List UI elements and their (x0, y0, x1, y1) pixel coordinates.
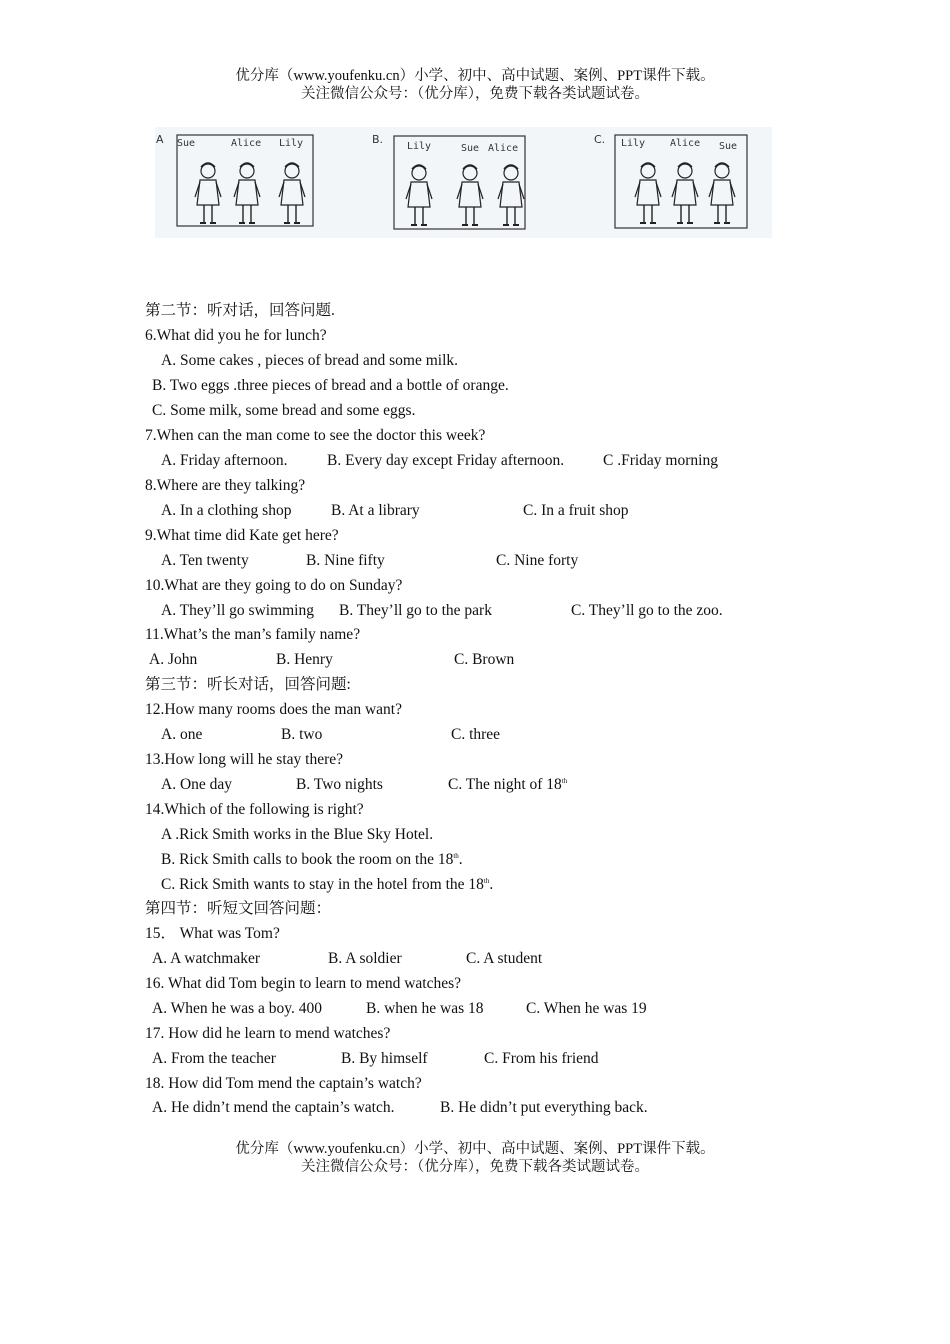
q8-option-b: B. At a library (331, 502, 420, 519)
q14-option-c-text: C. Rick Smith wants to stay in the hotel from the 18 (161, 876, 484, 893)
section-2-title: 第二节：听对话，回答问题. (145, 302, 335, 319)
q13-option-b: B. Two nights (296, 776, 383, 793)
panel-c-name-2: Alice (670, 138, 701, 149)
q11-question: 11.What’s the man’s family name? (145, 626, 361, 643)
q17-option-c: C. From his friend (484, 1050, 599, 1067)
q10-option-a: A. They’ll go swimming (161, 602, 314, 619)
q14-question: 14.Which of the following is right? (145, 801, 364, 818)
q11-option-b: B. Henry (276, 651, 333, 668)
q15-option-b: B. A soldier (328, 950, 402, 967)
panel-a-name-3: Lily (279, 138, 304, 149)
q13-option-a: A. One day (161, 776, 233, 793)
q7-option-b: B. Every day except Friday afternoon. (327, 452, 565, 469)
q17-question: 17. How did he learn to mend watches? (145, 1025, 391, 1042)
q14-option-b-end: . (458, 851, 463, 868)
panel-b-name-3: Alice (488, 143, 519, 154)
q14-option-c-suffix: th (483, 877, 490, 885)
q6-option-b: B. Two eggs .three pieces of bread and a bottle of orange. (152, 377, 509, 394)
q15-text: What was Tom? (179, 925, 280, 942)
q10-options (0, 599, 950, 623)
panel-c-letter: C. (594, 133, 606, 146)
q13-question: 13.How long will he stay there? (145, 751, 344, 768)
q18-options (0, 1096, 950, 1120)
q12-question: 12.How many rooms does the man want? (145, 701, 402, 718)
panel-a-name-2: Alice (231, 138, 262, 149)
q11-options (0, 648, 950, 672)
q7-option-c: C .Friday morning (603, 452, 718, 469)
header-line-2: 关注微信公众号：（优分库），免费下载各类试题试卷。 (301, 86, 649, 102)
q12-option-a: A. one (161, 726, 203, 743)
q15-option-c: C. A student (466, 950, 543, 967)
section-4-title: 第四节：听短文回答问题： (145, 900, 332, 917)
q6-option-a: A. Some cakes , pieces of bread and some milk. (161, 352, 458, 369)
panel-c-name-3: Sue (719, 141, 738, 152)
panel-c (594, 133, 747, 228)
q8-options (0, 499, 950, 523)
panel-a-name-1: Sue (177, 138, 196, 149)
q16-option-a: A. When he was a boy. 400 (152, 1000, 323, 1017)
footer-line-1: 优分库（www.youfenku.cn）小学、初中、高中试题、案例、PPT课件下载。 (235, 1141, 715, 1157)
q10-question: 10.What are they going to do on Sunday? (145, 577, 403, 594)
q6-option-c: C. Some milk, some bread and some eggs. (152, 402, 416, 419)
panel-b-name-2: Sue (461, 143, 480, 154)
q13-options (0, 773, 950, 797)
q9-options (0, 549, 950, 573)
q14-option-c (161, 873, 493, 897)
q15-options (0, 947, 950, 971)
q14-option-c-end: . (489, 876, 494, 893)
picture-options-drawing (155, 127, 772, 238)
q16-question: 16. What did Tom begin to learn to mend watches? (145, 975, 462, 992)
q7-question: 7.When can the man come to see the doctor this week? (145, 427, 486, 444)
q11-option-c: C. Brown (454, 651, 515, 668)
picture-options (155, 127, 772, 238)
q8-option-a: A. In a clothing shop (161, 502, 292, 519)
q9-option-a: A. Ten twenty (161, 552, 249, 569)
section-3-title: 第三节：听长对话，回答问题: (145, 676, 351, 693)
footer-line-2: 关注微信公众号：（优分库），免费下载各类试题试卷。 (301, 1159, 649, 1175)
q16-options (0, 997, 950, 1021)
page-footer (0, 1140, 950, 1176)
q9-option-b: B. Nine fifty (306, 552, 385, 569)
q9-option-c: C. Nine forty (496, 552, 579, 569)
q14-option-a: A .Rick Smith works in the Blue Sky Hotel. (161, 826, 434, 843)
q15-number: 15． (145, 925, 177, 942)
q16-option-c: C. When he was 19 (526, 1000, 647, 1017)
q16-option-b: B. when he was 18 (366, 1000, 484, 1017)
q18-option-b: B. He didn’t put everything back. (440, 1099, 648, 1116)
q18-option-a: A. He didn’t mend the captain’s watch. (152, 1099, 395, 1116)
q14-option-b-suffix: th (453, 852, 459, 860)
page-header (0, 67, 950, 103)
q6-question: 6.What did you he for lunch? (145, 327, 327, 344)
panel-b-letter: B. (372, 133, 384, 146)
q9-question: 9.What time did Kate get here? (145, 527, 339, 544)
q14-option-b (161, 848, 463, 872)
q17-option-a: A. From the teacher (152, 1050, 276, 1067)
q8-option-c: C. In a fruit shop (523, 502, 629, 519)
panel-a (156, 133, 313, 226)
panel-c-name-1: Lily (621, 138, 646, 149)
q18-question: 18. How did Tom mend the captain’s watch? (145, 1075, 422, 1092)
q10-option-b: B. They’ll go to the park (339, 602, 492, 619)
q13-option-c (448, 773, 567, 797)
q7-option-a: A. Friday afternoon. (161, 452, 288, 469)
panel-b-name-1: Lily (407, 141, 432, 152)
panel-b (372, 133, 525, 229)
q17-option-b: B. By himself (341, 1050, 428, 1067)
q10-option-c: C. They’ll go to the zoo. (571, 602, 723, 619)
q7-options (0, 449, 950, 473)
q14-option-b-text: B. Rick Smith calls to book the room on the 18 (161, 851, 454, 868)
q13-option-c-suffix: th (561, 777, 568, 785)
q13-option-c-text: C. The night of 18 (448, 776, 562, 793)
header-line-1: 优分库（www.youfenku.cn）小学、初中、高中试题、案例、PPT课件下载。 (235, 68, 715, 84)
q12-options (0, 723, 950, 747)
q15-option-a: A. A watchmaker (152, 950, 261, 967)
q8-question: 8.Where are they talking? (145, 477, 306, 494)
q17-options (0, 1047, 950, 1071)
q12-option-c: C. three (451, 726, 501, 743)
panel-a-letter: A (156, 133, 164, 146)
q11-option-a: A. John (149, 651, 198, 668)
q12-option-b: B. two (281, 726, 323, 743)
q15-question (145, 922, 280, 946)
